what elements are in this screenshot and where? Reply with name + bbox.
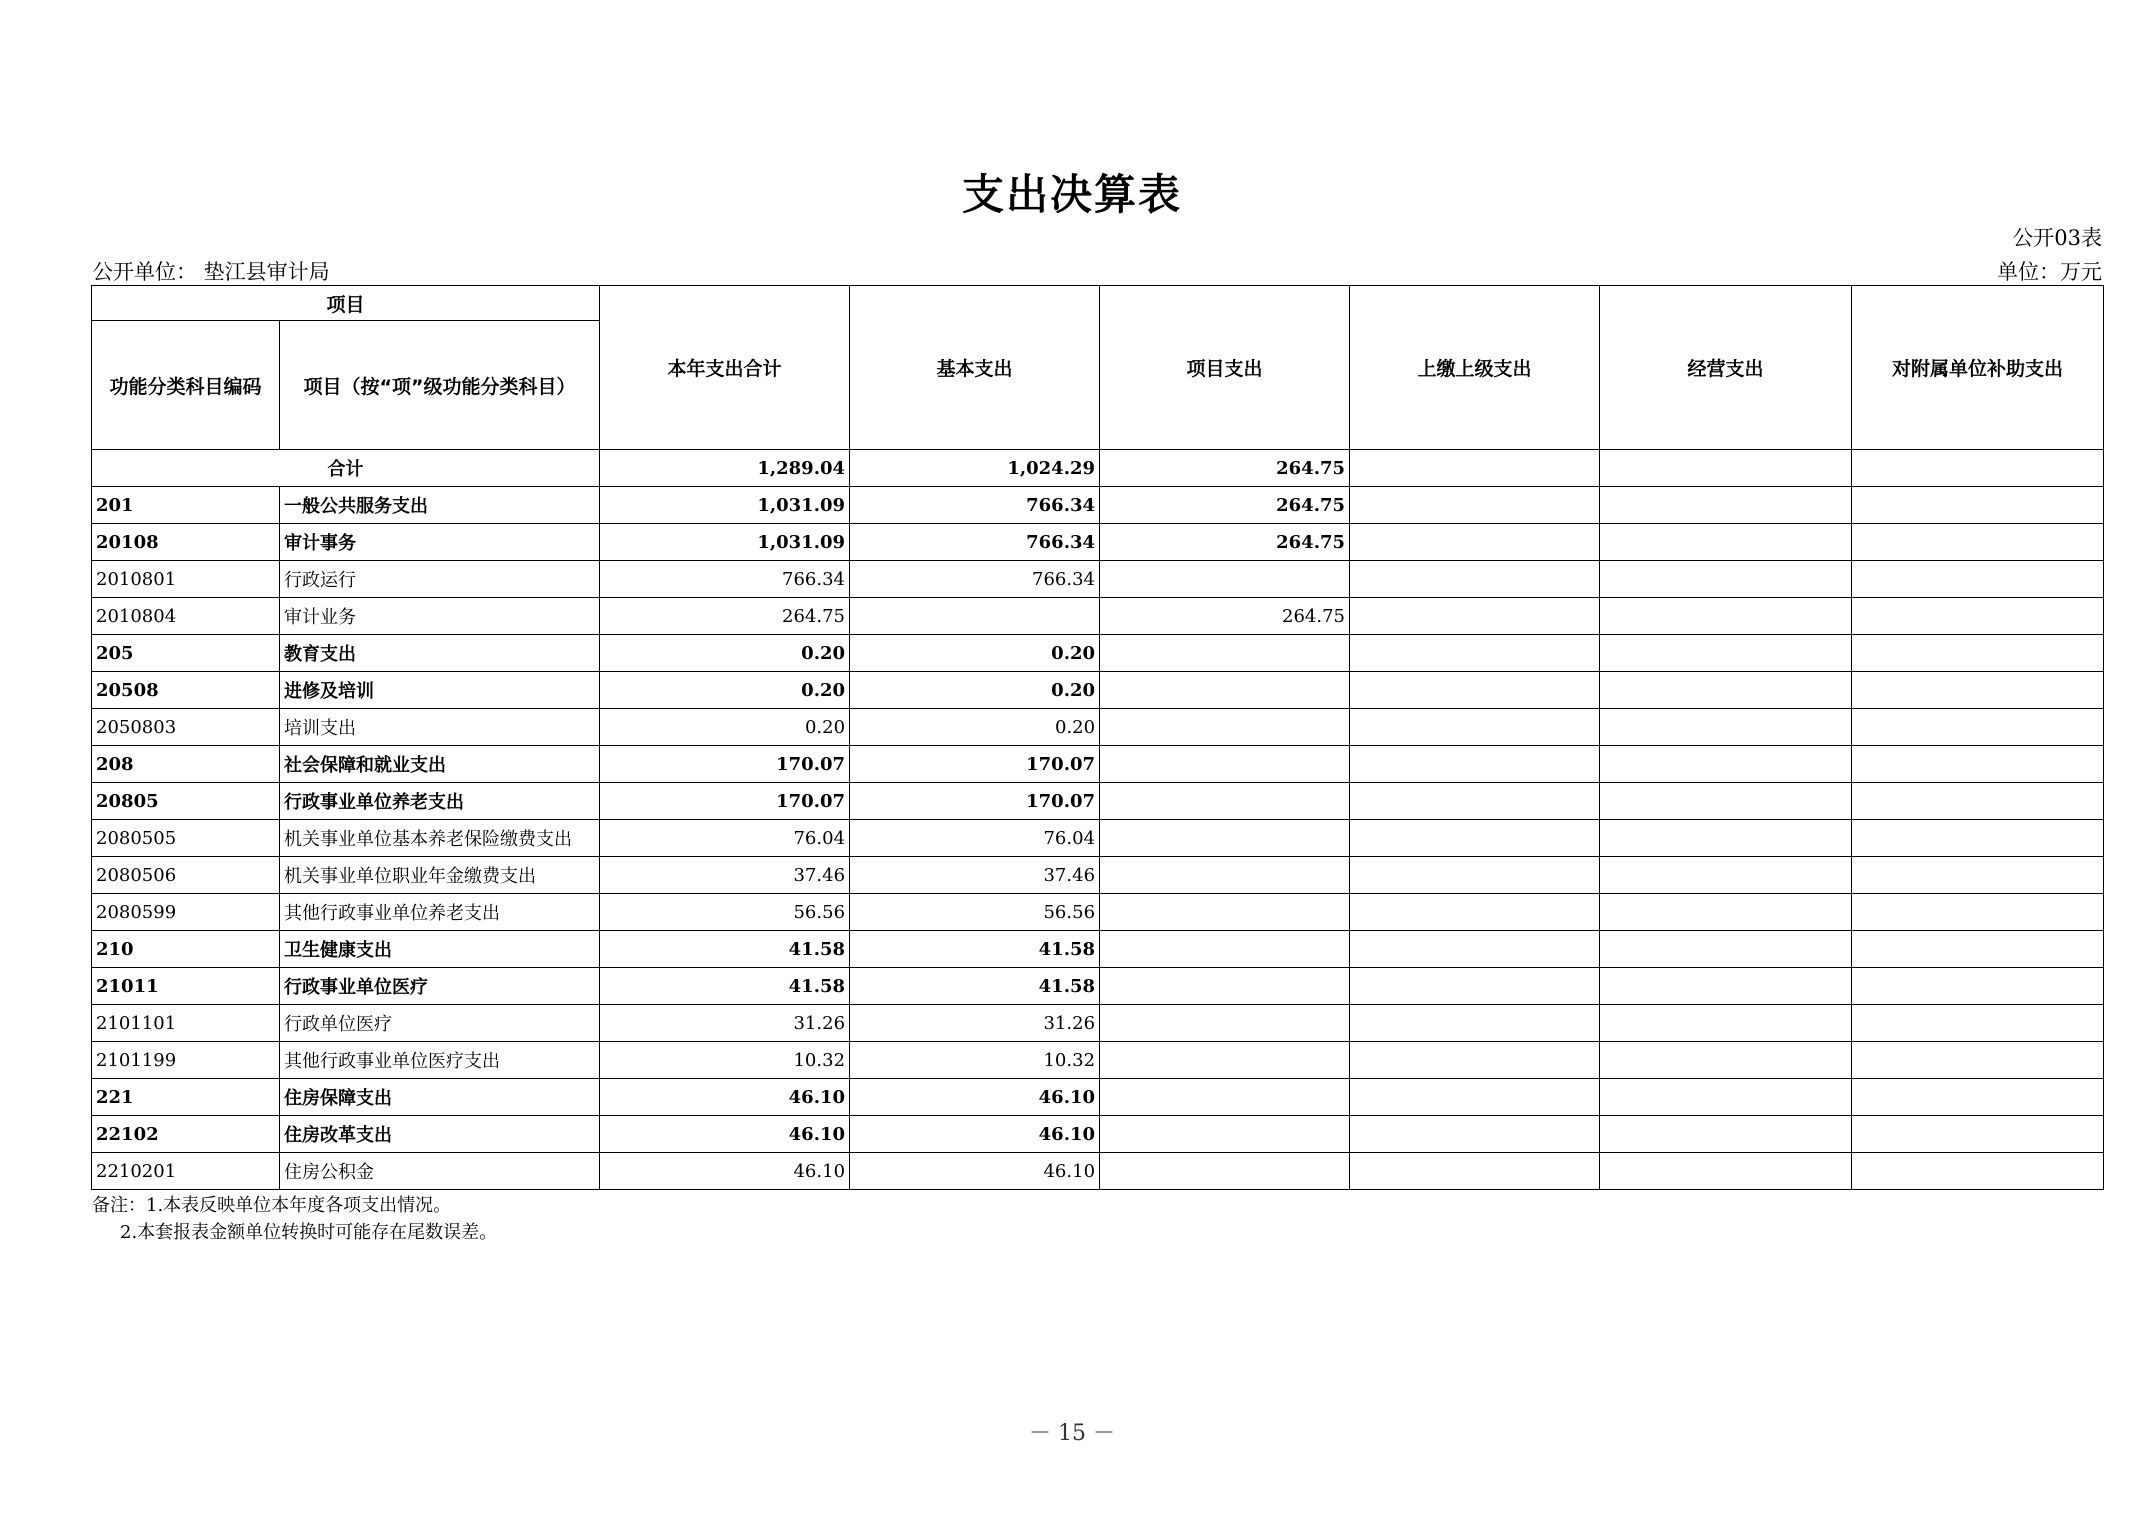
table-row — [92, 857, 2104, 894]
row-project-expenditure: 264.75 — [1100, 598, 1350, 635]
row-code: 2080599 — [92, 894, 280, 931]
row-business — [1600, 1042, 1852, 1079]
row-code: 20508 — [92, 672, 280, 709]
row-basic: 37.46 — [850, 857, 1100, 894]
row-project-expenditure — [1100, 746, 1350, 783]
header-business: 经营支出 — [1600, 286, 1852, 450]
header-name: 项目（按“项”级功能分类科目） — [280, 321, 600, 450]
row-basic: 0.20 — [850, 635, 1100, 672]
total-row — [92, 450, 2104, 487]
row-basic: 41.58 — [850, 968, 1100, 1005]
row-project-expenditure — [1100, 857, 1350, 894]
row-name: 一般公共服务支出 — [280, 487, 600, 524]
row-business — [1600, 709, 1852, 746]
row-project-expenditure — [1100, 709, 1350, 746]
table-row — [92, 561, 2104, 598]
header-basic: 基本支出 — [850, 286, 1100, 450]
row-project-expenditure — [1100, 1079, 1350, 1116]
row-business — [1600, 1005, 1852, 1042]
row-project-expenditure — [1100, 931, 1350, 968]
row-subsidy — [1852, 1153, 2104, 1190]
row-code: 210 — [92, 931, 280, 968]
row-total: 264.75 — [600, 598, 850, 635]
row-total: 766.34 — [600, 561, 850, 598]
row-business — [1600, 561, 1852, 598]
row-project-expenditure: 264.75 — [1100, 487, 1350, 524]
row-business — [1600, 1153, 1852, 1190]
row-subsidy — [1852, 1116, 2104, 1153]
row-code: 20805 — [92, 783, 280, 820]
row-upper — [1350, 746, 1600, 783]
row-total: 170.07 — [600, 746, 850, 783]
row-business — [1600, 968, 1852, 1005]
row-business — [1600, 1079, 1852, 1116]
row-name: 住房改革支出 — [280, 1116, 600, 1153]
row-total: 1,031.09 — [600, 524, 850, 561]
row-code: 2101199 — [92, 1042, 280, 1079]
row-basic: 170.07 — [850, 746, 1100, 783]
row-upper — [1350, 968, 1600, 1005]
table-row — [92, 783, 2104, 820]
row-project-expenditure — [1100, 968, 1350, 1005]
row-business — [1600, 598, 1852, 635]
row-name: 其他行政事业单位养老支出 — [280, 894, 600, 931]
row-basic: 46.10 — [850, 1079, 1100, 1116]
row-upper — [1350, 894, 1600, 931]
row-code: 20108 — [92, 524, 280, 561]
table-row — [92, 1042, 2104, 1079]
row-total: 10.32 — [600, 1042, 850, 1079]
row-total: 41.58 — [600, 968, 850, 1005]
table-row — [92, 635, 2104, 672]
row-code: 2050803 — [92, 709, 280, 746]
row-code: 22102 — [92, 1116, 280, 1153]
row-project-expenditure — [1100, 1005, 1350, 1042]
table-row — [92, 820, 2104, 857]
header-code: 功能分类科目编码 — [92, 321, 280, 450]
row-code: 221 — [92, 1079, 280, 1116]
note-line-1: 备注：1.本表反映单位本年度各项支出情况。 — [92, 1195, 452, 1216]
row-name: 行政事业单位医疗 — [280, 968, 600, 1005]
row-total: 0.20 — [600, 709, 850, 746]
row-subsidy — [1852, 931, 2104, 968]
row-name: 审计业务 — [280, 598, 600, 635]
table-row — [92, 894, 2104, 931]
row-subsidy — [1852, 1079, 2104, 1116]
row-basic — [850, 598, 1100, 635]
row-name: 其他行政事业单位医疗支出 — [280, 1042, 600, 1079]
row-upper — [1350, 1079, 1600, 1116]
row-upper — [1350, 487, 1600, 524]
row-basic: 41.58 — [850, 931, 1100, 968]
row-total: 76.04 — [600, 820, 850, 857]
row-upper — [1350, 857, 1600, 894]
row-project-expenditure — [1100, 635, 1350, 672]
table-row — [92, 931, 2104, 968]
row-project-expenditure — [1100, 820, 1350, 857]
row-project-expenditure — [1100, 783, 1350, 820]
notes — [92, 1192, 497, 1246]
row-name: 培训支出 — [280, 709, 600, 746]
row-upper — [1350, 931, 1600, 968]
header-project: 项目 — [92, 286, 600, 321]
row-name: 社会保障和就业支出 — [280, 746, 600, 783]
row-total: 0.20 — [600, 635, 850, 672]
row-upper — [1350, 524, 1600, 561]
row-basic: 766.34 — [850, 524, 1100, 561]
row-project-expenditure — [1100, 561, 1350, 598]
row-business — [1600, 783, 1852, 820]
row-total: 170.07 — [600, 783, 850, 820]
row-total: 1,031.09 — [600, 487, 850, 524]
row-code: 201 — [92, 487, 280, 524]
table-row — [92, 709, 2104, 746]
row-project-expenditure — [1100, 1116, 1350, 1153]
row-name: 住房保障支出 — [280, 1079, 600, 1116]
row-name: 住房公积金 — [280, 1153, 600, 1190]
table-row — [92, 746, 2104, 783]
row-code: 205 — [92, 635, 280, 672]
row-total: 46.10 — [600, 1153, 850, 1190]
row-upper — [1350, 709, 1600, 746]
row-business — [1600, 487, 1852, 524]
row-basic: 76.04 — [850, 820, 1100, 857]
row-upper — [1350, 1153, 1600, 1190]
row-basic: 46.10 — [850, 1153, 1100, 1190]
row-business — [1600, 746, 1852, 783]
row-upper — [1350, 561, 1600, 598]
row-subsidy — [1852, 487, 2104, 524]
row-code: 2010804 — [92, 598, 280, 635]
row-name: 教育支出 — [280, 635, 600, 672]
row-subsidy — [1852, 894, 2104, 931]
row-business — [1600, 820, 1852, 857]
row-basic: 10.32 — [850, 1042, 1100, 1079]
row-total: 0.20 — [600, 672, 850, 709]
row-subsidy — [1852, 783, 2104, 820]
row-subsidy — [1852, 598, 2104, 635]
row-business — [1600, 672, 1852, 709]
row-subsidy — [1852, 746, 2104, 783]
document-title: 支出决算表 — [961, 170, 1182, 219]
row-business — [1600, 894, 1852, 931]
row-subsidy — [1852, 820, 2104, 857]
page-number: － 15 － — [1029, 1421, 1115, 1446]
row-code: 2080505 — [92, 820, 280, 857]
total-total: 1,289.04 — [600, 450, 850, 487]
form-number: 公开03表 — [2012, 226, 2102, 250]
row-name: 行政运行 — [280, 561, 600, 598]
reporting-unit: 公开单位： 垫江县审计局 — [92, 260, 330, 284]
row-basic: 31.26 — [850, 1005, 1100, 1042]
row-basic: 0.20 — [850, 709, 1100, 746]
total-label: 合计 — [92, 450, 600, 487]
row-basic: 170.07 — [850, 783, 1100, 820]
row-business — [1600, 1116, 1852, 1153]
table-row — [92, 1005, 2104, 1042]
total-basic: 1,024.29 — [850, 450, 1100, 487]
table-row — [92, 1153, 2104, 1190]
table-row — [92, 487, 2104, 524]
currency-unit: 单位：万元 — [1997, 260, 2102, 284]
table-row — [92, 1079, 2104, 1116]
table-row — [92, 1116, 2104, 1153]
row-code: 2101101 — [92, 1005, 280, 1042]
row-code: 208 — [92, 746, 280, 783]
row-subsidy — [1852, 968, 2104, 1005]
row-upper — [1350, 820, 1600, 857]
row-name: 行政事业单位养老支出 — [280, 783, 600, 820]
row-code: 2080506 — [92, 857, 280, 894]
total-subsidy — [1852, 450, 2104, 487]
row-subsidy — [1852, 672, 2104, 709]
row-subsidy — [1852, 635, 2104, 672]
row-basic: 766.34 — [850, 561, 1100, 598]
row-code: 2210201 — [92, 1153, 280, 1190]
table-row — [92, 524, 2104, 561]
row-total: 31.26 — [600, 1005, 850, 1042]
note-line-2: 2.本套报表金额单位转换时可能存在尾数误差。 — [120, 1222, 498, 1243]
row-total: 56.56 — [600, 894, 850, 931]
row-business — [1600, 635, 1852, 672]
row-basic: 0.20 — [850, 672, 1100, 709]
row-total: 46.10 — [600, 1116, 850, 1153]
expenditure-table — [91, 285, 2104, 1190]
total-upper — [1350, 450, 1600, 487]
row-upper — [1350, 1005, 1600, 1042]
row-project-expenditure: 264.75 — [1100, 524, 1350, 561]
row-project-expenditure — [1100, 1153, 1350, 1190]
row-upper — [1350, 1042, 1600, 1079]
row-name: 卫生健康支出 — [280, 931, 600, 968]
table-row — [92, 672, 2104, 709]
row-basic: 766.34 — [850, 487, 1100, 524]
row-total: 46.10 — [600, 1079, 850, 1116]
row-basic: 46.10 — [850, 1116, 1100, 1153]
row-project-expenditure — [1100, 1042, 1350, 1079]
row-name: 进修及培训 — [280, 672, 600, 709]
row-subsidy — [1852, 561, 2104, 598]
row-subsidy — [1852, 1042, 2104, 1079]
row-name: 机关事业单位基本养老保险缴费支出 — [280, 820, 600, 857]
header-subsidy: 对附属单位补助支出 — [1852, 286, 2104, 450]
row-project-expenditure — [1100, 672, 1350, 709]
header-project-expenditure: 项目支出 — [1100, 286, 1350, 450]
row-upper — [1350, 1116, 1600, 1153]
row-code: 2010801 — [92, 561, 280, 598]
row-total: 41.58 — [600, 931, 850, 968]
row-upper — [1350, 598, 1600, 635]
table-row — [92, 598, 2104, 635]
table-row — [92, 968, 2104, 1005]
row-business — [1600, 857, 1852, 894]
row-project-expenditure — [1100, 894, 1350, 931]
header-total: 本年支出合计 — [600, 286, 850, 450]
row-total: 37.46 — [600, 857, 850, 894]
row-code: 21011 — [92, 968, 280, 1005]
total-project-expenditure: 264.75 — [1100, 450, 1350, 487]
row-name: 行政单位医疗 — [280, 1005, 600, 1042]
row-subsidy — [1852, 524, 2104, 561]
row-name: 审计事务 — [280, 524, 600, 561]
row-upper — [1350, 635, 1600, 672]
total-business — [1600, 450, 1852, 487]
row-subsidy — [1852, 1005, 2104, 1042]
row-name: 机关事业单位职业年金缴费支出 — [280, 857, 600, 894]
row-upper — [1350, 783, 1600, 820]
row-business — [1600, 931, 1852, 968]
row-subsidy — [1852, 857, 2104, 894]
header-upper-remittance: 上缴上级支出 — [1350, 286, 1600, 450]
row-subsidy — [1852, 709, 2104, 746]
row-basic: 56.56 — [850, 894, 1100, 931]
row-upper — [1350, 672, 1600, 709]
row-business — [1600, 524, 1852, 561]
